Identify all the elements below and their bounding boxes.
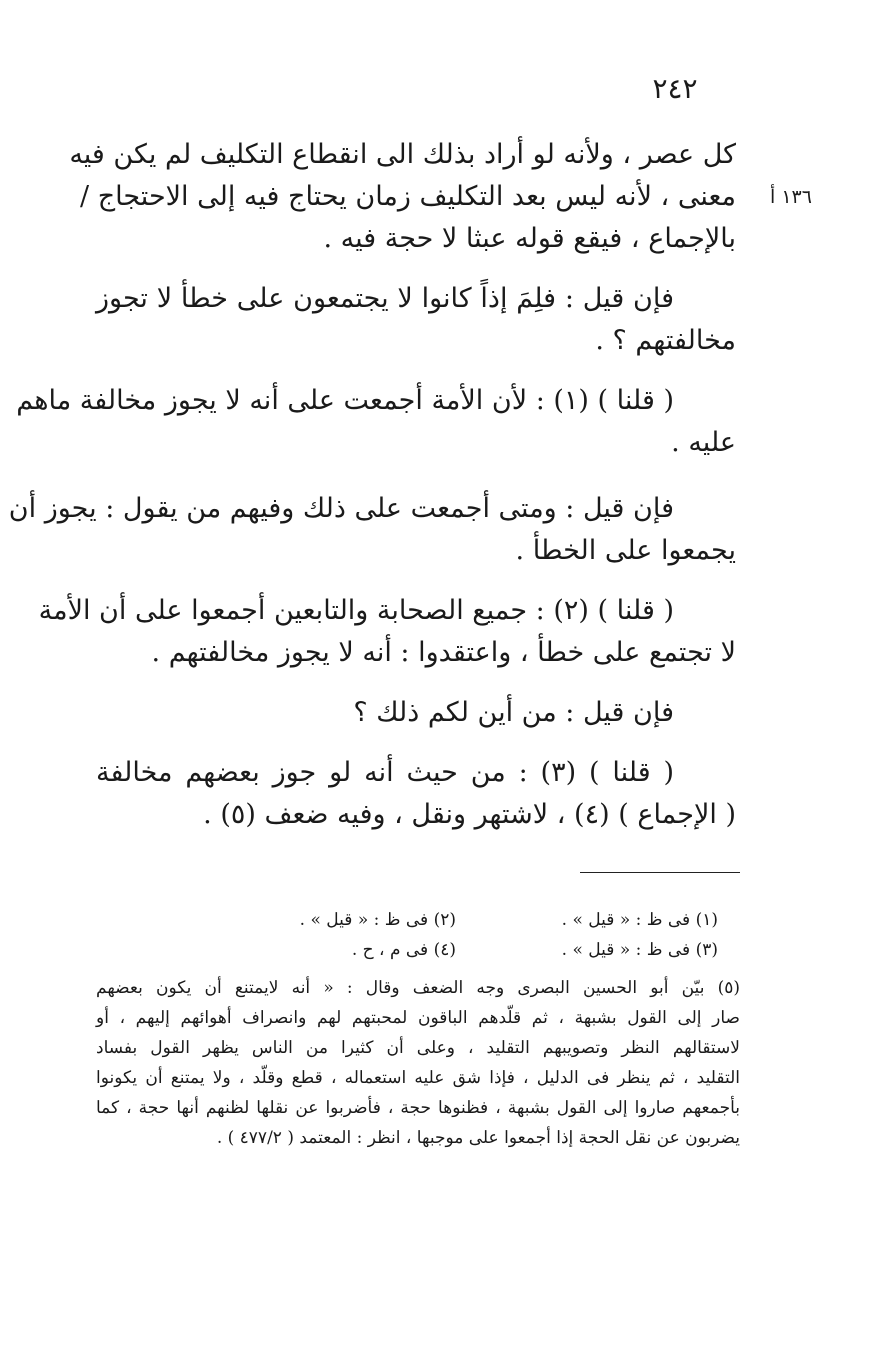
body-line: ( قلنا ) (٣) : من حيث أنه لو جوز بعضهم مخالفة: [96, 757, 674, 788]
body-line: فإن قيل : فلِمَ إذاً كانوا لا يجتمعون على خطأ لا تجوز: [96, 283, 674, 314]
body-line: فإن قيل : من أين لكم ذلك ؟: [353, 697, 674, 728]
body-line: يجمعوا على الخطأ .: [515, 535, 736, 566]
footnote-row: [96, 935, 740, 965]
body-line: لا تجتمع على خطأ ، واعتقدوا : أنه لا يجوز مخالفتهم .: [151, 637, 736, 668]
body-line: ( قلنا ) (٢) : جميع الصحابة والتابعين أجمعوا على أن الأمة: [38, 595, 674, 626]
footnote-2: (٢) فى ظ : « قيل » .: [299, 910, 456, 930]
footnote-1: (١) فى ظ : « قيل » .: [561, 910, 718, 930]
page-number: ٢٤٢: [652, 72, 698, 105]
margin-reference: ١٣٦ أ: [770, 186, 812, 208]
footnote-5-line: صار إلى القول بشبهة ، ثم قلّدهم الباقون لمحبتهم لهم وانصراف أهوائهم إليهم ، أو: [96, 1008, 740, 1028]
body-line: فإن قيل : ومتى أجمعت على ذلك وفيهم من يقول : يجوز أن: [8, 493, 674, 524]
body-line: ( الإجماع ) (٤) ، لاشتهر ونقل ، وفيه ضعف (٥) .: [203, 799, 736, 830]
footnote-4: (٤) فى م ، ح .: [351, 940, 456, 960]
body-line: معنى ، لأنه ليس بعد التكليف زمان يحتاج فيه إلى الاحتجاج /: [80, 181, 736, 212]
footnote-5-line: (٥) بيّن أبو الحسين البصرى وجه الضعف وقال : « أنه لايمتنع أن يكون بعضهم: [96, 978, 740, 998]
footnote-3: (٣) فى ظ : « قيل » .: [561, 940, 718, 960]
footnote-divider: [580, 872, 740, 873]
body-line: عليه .: [671, 427, 736, 458]
footnote-5-line: بأجمعهم صاروا إلى القول بشبهة ، فظنوها حجة ، فأضربوا عن نقلها لظنهم أنها حجة ، كما: [96, 1098, 740, 1118]
footnote-5-line: التقليد ، ثم ينظر فى الدليل ، فإذا شق عليه استعماله ، قطع وقلّد ، ولا يمتنع أن يكونوا: [96, 1068, 740, 1088]
footnotes: [96, 905, 740, 1153]
body-text: [8, 134, 736, 836]
footnote-row: [96, 905, 740, 935]
body-line: مخالفتهم ؟ .: [595, 325, 736, 356]
body-line: كل عصر ، ولأنه لو أراد بذلك الى انقطاع التكليف لم يكن فيه: [69, 139, 736, 170]
body-line: بالإجماع ، فيقع قوله عبثا لا حجة فيه .: [323, 223, 736, 254]
body-line: ( قلنا ) (١) : لأن الأمة أجمعت على أنه لا يجوز مخالفة ماهم: [16, 385, 674, 416]
footnote-5-line: يضربون عن نقل الحجة إذا أجمعوا على موجبها ، انظر : المعتمد ( ٤٧٧/٢ ) .: [216, 1128, 740, 1148]
footnote-5-line: لاستقالهم النظر وتصويبهم التقليد ، وعلى أن كثيرا من الناس يظهر القول بفساد: [96, 1038, 740, 1058]
